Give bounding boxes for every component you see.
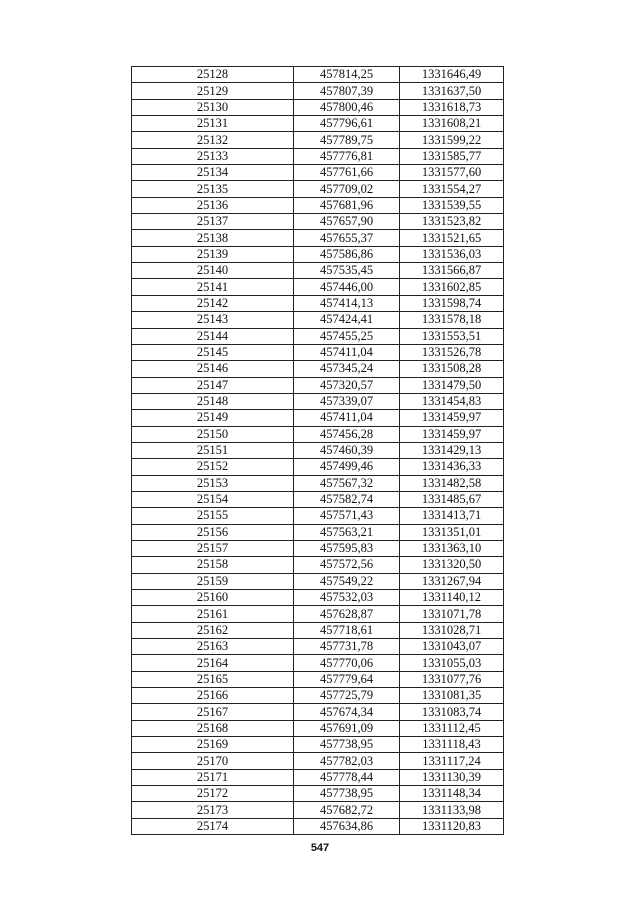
x-coordinate-cell: 457718,61 xyxy=(294,622,400,638)
table-row xyxy=(132,279,504,295)
point-number-cell: 25153 xyxy=(132,475,294,491)
point-number-cell: 25143 xyxy=(132,312,294,328)
x-coordinate-cell: 457460,39 xyxy=(294,442,400,458)
coordinates-table-body xyxy=(132,67,504,835)
table-row xyxy=(132,116,504,132)
point-number-cell: 25169 xyxy=(132,737,294,753)
y-coordinate-cell: 1331454,83 xyxy=(400,393,504,409)
point-number-cell: 25165 xyxy=(132,671,294,687)
point-number-cell: 25140 xyxy=(132,263,294,279)
y-coordinate-cell: 1331117,24 xyxy=(400,753,504,769)
table-row xyxy=(132,590,504,606)
table-row xyxy=(132,165,504,181)
point-number-cell: 25162 xyxy=(132,622,294,638)
y-coordinate-cell: 1331553,51 xyxy=(400,328,504,344)
x-coordinate-cell: 457800,46 xyxy=(294,99,400,115)
y-coordinate-cell: 1331602,85 xyxy=(400,279,504,295)
point-number-cell: 25168 xyxy=(132,720,294,736)
x-coordinate-cell: 457776,81 xyxy=(294,148,400,164)
x-coordinate-cell: 457682,72 xyxy=(294,802,400,818)
x-coordinate-cell: 457567,32 xyxy=(294,475,400,491)
point-number-cell: 25134 xyxy=(132,165,294,181)
point-number-cell: 25151 xyxy=(132,442,294,458)
point-number-cell: 25164 xyxy=(132,655,294,671)
table-row xyxy=(132,688,504,704)
y-coordinate-cell: 1331554,27 xyxy=(400,181,504,197)
y-coordinate-cell: 1331083,74 xyxy=(400,704,504,720)
y-coordinate-cell: 1331637,50 xyxy=(400,83,504,99)
table-row xyxy=(132,818,504,834)
x-coordinate-cell: 457411,04 xyxy=(294,410,400,426)
y-coordinate-cell: 1331043,07 xyxy=(400,639,504,655)
table-row xyxy=(132,67,504,83)
table-row xyxy=(132,786,504,802)
table-row xyxy=(132,197,504,213)
x-coordinate-cell: 457339,07 xyxy=(294,393,400,409)
point-number-cell: 25133 xyxy=(132,148,294,164)
x-coordinate-cell: 457571,43 xyxy=(294,508,400,524)
table-row xyxy=(132,557,504,573)
table-row xyxy=(132,181,504,197)
point-number-cell: 25128 xyxy=(132,67,294,83)
y-coordinate-cell: 1331320,50 xyxy=(400,557,504,573)
x-coordinate-cell: 457779,64 xyxy=(294,671,400,687)
point-number-cell: 25159 xyxy=(132,573,294,589)
point-number-cell: 25174 xyxy=(132,818,294,834)
y-coordinate-cell: 1331459,97 xyxy=(400,410,504,426)
table-row xyxy=(132,442,504,458)
y-coordinate-cell: 1331526,78 xyxy=(400,344,504,360)
x-coordinate-cell: 457709,02 xyxy=(294,181,400,197)
x-coordinate-cell: 457532,03 xyxy=(294,590,400,606)
table-row xyxy=(132,802,504,818)
y-coordinate-cell: 1331577,60 xyxy=(400,165,504,181)
x-coordinate-cell: 457411,04 xyxy=(294,344,400,360)
point-number-cell: 25146 xyxy=(132,361,294,377)
y-coordinate-cell: 1331028,71 xyxy=(400,622,504,638)
point-number-cell: 25173 xyxy=(132,802,294,818)
y-coordinate-cell: 1331351,01 xyxy=(400,524,504,540)
x-coordinate-cell: 457796,61 xyxy=(294,116,400,132)
point-number-cell: 25129 xyxy=(132,83,294,99)
point-number-cell: 25163 xyxy=(132,639,294,655)
x-coordinate-cell: 457586,86 xyxy=(294,246,400,262)
table-row xyxy=(132,377,504,393)
table-row xyxy=(132,361,504,377)
y-coordinate-cell: 1331508,28 xyxy=(400,361,504,377)
y-coordinate-cell: 1331130,39 xyxy=(400,769,504,785)
table-row xyxy=(132,769,504,785)
x-coordinate-cell: 457770,06 xyxy=(294,655,400,671)
table-row xyxy=(132,246,504,262)
point-number-cell: 25157 xyxy=(132,540,294,556)
y-coordinate-cell: 1331148,34 xyxy=(400,786,504,802)
x-coordinate-cell: 457738,95 xyxy=(294,737,400,753)
y-coordinate-cell: 1331585,77 xyxy=(400,148,504,164)
table-row xyxy=(132,263,504,279)
y-coordinate-cell: 1331118,43 xyxy=(400,737,504,753)
y-coordinate-cell: 1331133,98 xyxy=(400,802,504,818)
y-coordinate-cell: 1331523,82 xyxy=(400,214,504,230)
y-coordinate-cell: 1331608,21 xyxy=(400,116,504,132)
point-number-cell: 25135 xyxy=(132,181,294,197)
x-coordinate-cell: 457738,95 xyxy=(294,786,400,802)
table-row xyxy=(132,606,504,622)
table-row xyxy=(132,410,504,426)
y-coordinate-cell: 1331459,97 xyxy=(400,426,504,442)
x-coordinate-cell: 457814,25 xyxy=(294,67,400,83)
point-number-cell: 25141 xyxy=(132,279,294,295)
x-coordinate-cell: 457674,34 xyxy=(294,704,400,720)
y-coordinate-cell: 1331539,55 xyxy=(400,197,504,213)
x-coordinate-cell: 457634,86 xyxy=(294,818,400,834)
y-coordinate-cell: 1331081,35 xyxy=(400,688,504,704)
x-coordinate-cell: 457345,24 xyxy=(294,361,400,377)
table-row xyxy=(132,148,504,164)
y-coordinate-cell: 1331055,03 xyxy=(400,655,504,671)
table-row xyxy=(132,295,504,311)
table-row xyxy=(132,312,504,328)
table-row xyxy=(132,655,504,671)
y-coordinate-cell: 1331071,78 xyxy=(400,606,504,622)
y-coordinate-cell: 1331267,94 xyxy=(400,573,504,589)
table-row xyxy=(132,491,504,507)
y-coordinate-cell: 1331485,67 xyxy=(400,491,504,507)
table-row xyxy=(132,524,504,540)
x-coordinate-cell: 457455,25 xyxy=(294,328,400,344)
x-coordinate-cell: 457782,03 xyxy=(294,753,400,769)
y-coordinate-cell: 1331479,50 xyxy=(400,377,504,393)
table-row xyxy=(132,671,504,687)
coordinates-table xyxy=(131,66,504,835)
table-row xyxy=(132,540,504,556)
x-coordinate-cell: 457499,46 xyxy=(294,459,400,475)
x-coordinate-cell: 457595,83 xyxy=(294,540,400,556)
table-row xyxy=(132,622,504,638)
x-coordinate-cell: 457789,75 xyxy=(294,132,400,148)
y-coordinate-cell: 1331429,13 xyxy=(400,442,504,458)
point-number-cell: 25136 xyxy=(132,197,294,213)
point-number-cell: 25150 xyxy=(132,426,294,442)
point-number-cell: 25170 xyxy=(132,753,294,769)
point-number-cell: 25171 xyxy=(132,769,294,785)
table-row xyxy=(132,508,504,524)
y-coordinate-cell: 1331578,18 xyxy=(400,312,504,328)
point-number-cell: 25130 xyxy=(132,99,294,115)
point-number-cell: 25147 xyxy=(132,377,294,393)
x-coordinate-cell: 457628,87 xyxy=(294,606,400,622)
point-number-cell: 25149 xyxy=(132,410,294,426)
y-coordinate-cell: 1331646,49 xyxy=(400,67,504,83)
table-row xyxy=(132,99,504,115)
x-coordinate-cell: 457549,22 xyxy=(294,573,400,589)
point-number-cell: 25160 xyxy=(132,590,294,606)
point-number-cell: 25161 xyxy=(132,606,294,622)
x-coordinate-cell: 457778,44 xyxy=(294,769,400,785)
y-coordinate-cell: 1331536,03 xyxy=(400,246,504,262)
x-coordinate-cell: 457456,28 xyxy=(294,426,400,442)
table-row xyxy=(132,328,504,344)
x-coordinate-cell: 457414,13 xyxy=(294,295,400,311)
table-row xyxy=(132,83,504,99)
y-coordinate-cell: 1331077,76 xyxy=(400,671,504,687)
point-number-cell: 25138 xyxy=(132,230,294,246)
point-number-cell: 25145 xyxy=(132,344,294,360)
x-coordinate-cell: 457655,37 xyxy=(294,230,400,246)
point-number-cell: 25132 xyxy=(132,132,294,148)
point-number-cell: 25139 xyxy=(132,246,294,262)
x-coordinate-cell: 457761,66 xyxy=(294,165,400,181)
y-coordinate-cell: 1331436,33 xyxy=(400,459,504,475)
point-number-cell: 25148 xyxy=(132,393,294,409)
table-row xyxy=(132,737,504,753)
point-number-cell: 25142 xyxy=(132,295,294,311)
x-coordinate-cell: 457446,00 xyxy=(294,279,400,295)
x-coordinate-cell: 457681,96 xyxy=(294,197,400,213)
point-number-cell: 25144 xyxy=(132,328,294,344)
point-number-cell: 25167 xyxy=(132,704,294,720)
y-coordinate-cell: 1331482,58 xyxy=(400,475,504,491)
table-row xyxy=(132,214,504,230)
table-row xyxy=(132,132,504,148)
x-coordinate-cell: 457807,39 xyxy=(294,83,400,99)
table-row xyxy=(132,573,504,589)
point-number-cell: 25172 xyxy=(132,786,294,802)
point-number-cell: 25158 xyxy=(132,557,294,573)
x-coordinate-cell: 457572,56 xyxy=(294,557,400,573)
y-coordinate-cell: 1331112,45 xyxy=(400,720,504,736)
x-coordinate-cell: 457320,57 xyxy=(294,377,400,393)
x-coordinate-cell: 457582,74 xyxy=(294,491,400,507)
y-coordinate-cell: 1331413,71 xyxy=(400,508,504,524)
point-number-cell: 25131 xyxy=(132,116,294,132)
y-coordinate-cell: 1331598,74 xyxy=(400,295,504,311)
y-coordinate-cell: 1331599,22 xyxy=(400,132,504,148)
table-row xyxy=(132,230,504,246)
point-number-cell: 25154 xyxy=(132,491,294,507)
point-number-cell: 25137 xyxy=(132,214,294,230)
x-coordinate-cell: 457657,90 xyxy=(294,214,400,230)
table-row xyxy=(132,704,504,720)
x-coordinate-cell: 457535,45 xyxy=(294,263,400,279)
table-row xyxy=(132,426,504,442)
table-row xyxy=(132,639,504,655)
point-number-cell: 25156 xyxy=(132,524,294,540)
y-coordinate-cell: 1331140,12 xyxy=(400,590,504,606)
x-coordinate-cell: 457563,21 xyxy=(294,524,400,540)
x-coordinate-cell: 457424,41 xyxy=(294,312,400,328)
x-coordinate-cell: 457731,78 xyxy=(294,639,400,655)
page-number: 547 xyxy=(310,842,330,854)
y-coordinate-cell: 1331521,65 xyxy=(400,230,504,246)
point-number-cell: 25166 xyxy=(132,688,294,704)
table-row xyxy=(132,344,504,360)
y-coordinate-cell: 1331363,10 xyxy=(400,540,504,556)
y-coordinate-cell: 1331566,87 xyxy=(400,263,504,279)
x-coordinate-cell: 457691,09 xyxy=(294,720,400,736)
table-row xyxy=(132,720,504,736)
table-row xyxy=(132,459,504,475)
y-coordinate-cell: 1331618,73 xyxy=(400,99,504,115)
table-row xyxy=(132,475,504,491)
y-coordinate-cell: 1331120,83 xyxy=(400,818,504,834)
point-number-cell: 25152 xyxy=(132,459,294,475)
point-number-cell: 25155 xyxy=(132,508,294,524)
table-row xyxy=(132,753,504,769)
x-coordinate-cell: 457725,79 xyxy=(294,688,400,704)
table-row xyxy=(132,393,504,409)
